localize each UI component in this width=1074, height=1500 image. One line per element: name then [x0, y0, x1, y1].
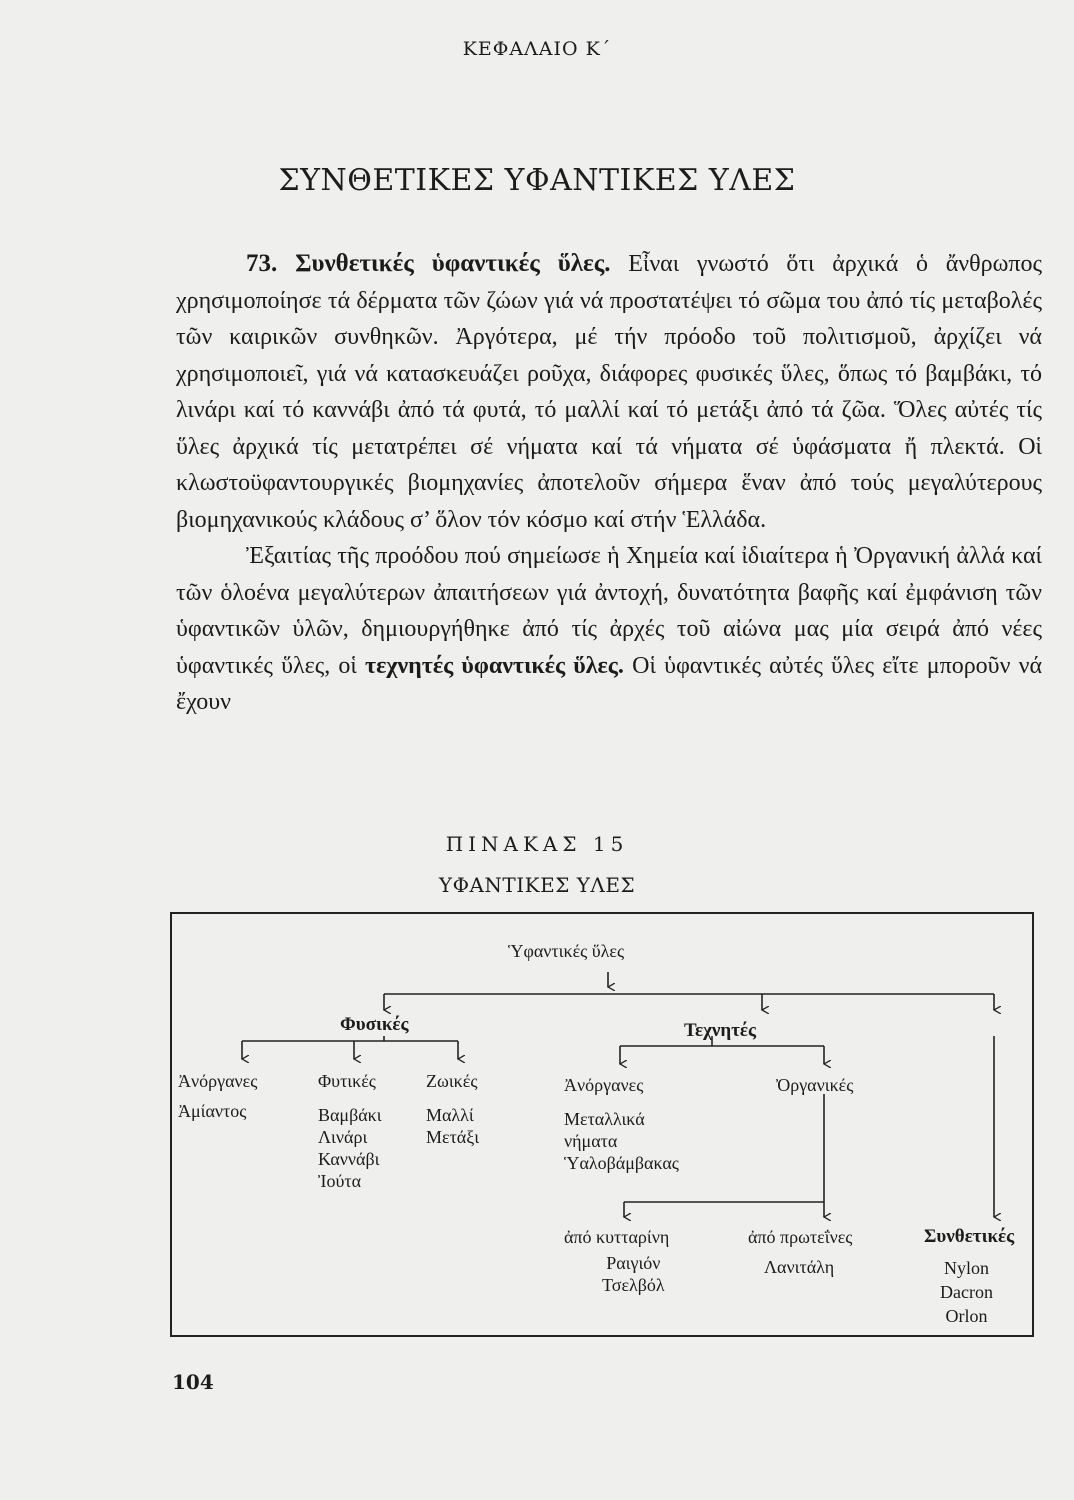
list-cellulose — [602, 1252, 665, 1296]
list-item: Nylon — [943, 1258, 989, 1278]
node-inorganic-artificial: Ἀνόργανες — [564, 1075, 644, 1095]
list-item: Καννάβι — [318, 1149, 380, 1169]
list-animal — [426, 1104, 479, 1148]
paragraph-2-end: Οἱ ὑφαντικές αὐτές ὕλες εἴτε μποροῦν νά ἔχουν — [176, 652, 1043, 715]
table-subtitle: ΥΦΑΝΤΙΚΕΣ ΥΛΕΣ — [438, 873, 636, 897]
node-natural: Φυσικές — [340, 1014, 409, 1035]
node-synthetic: Συνθετικές — [924, 1226, 1015, 1247]
list-item: Ὑαλοβάμβακας — [564, 1153, 679, 1173]
classification-diagram — [170, 912, 1034, 1337]
paragraph-2-bold-term: τεχνητές ὑφαντικές ὕλες. — [365, 652, 624, 679]
list-item: Μεταλλικά — [564, 1109, 645, 1129]
list-item: Μαλλί — [426, 1105, 474, 1125]
paragraph-2-start: Ἐξαιτίας τῆς προόδου πού σημείωσε ἡ Χημεία καί ἰδιαίτερα ἡ Ὀργανική ἀλλά καί τῶν ὁλοένα μεγαλύτερων ἀπαιτήσεων γιά ἀντοχή, δυνατότητα βαφῆς καί ἐμφάνιση τῶν ὑφαντικῶν ὑλῶν, δημιουργήθηκε ἀπό τίς ἀρχές τοῦ αἰώνα μας μία σειρά ἀπό νέες ὑφαντικές ὕλες, οἱ — [176, 543, 1042, 679]
table-title: ΠΙΝΑΚΑΣ 15 — [445, 832, 629, 856]
node-organic: Ὀργανικές — [776, 1075, 854, 1095]
list-item: Dacron — [940, 1282, 993, 1302]
list-item: Orlon — [945, 1306, 988, 1326]
section-body — [176, 246, 1042, 721]
list-item: Τσελβόλ — [602, 1275, 665, 1295]
section-heading: 73. Συνθετικές ὑφαντικές ὕλες. — [246, 250, 611, 277]
node-root: Ὑφαντικές ὕλες — [508, 941, 625, 961]
chapter-title: ΣΥΝΘΕΤΙΚΕΣ ΥΦΑΝΤΙΚΕΣ ΥΛΕΣ — [278, 163, 796, 198]
list-synthetic — [940, 1256, 993, 1328]
node-animal: Ζωικές — [426, 1071, 478, 1091]
list-protein — [764, 1256, 834, 1278]
paragraph-1-text: Εἶναι γνωστό ὅτι ἀρχικά ὁ ἄνθρωπος χρησιμοποίησε τά δέρματα τῶν ζώων γιά νά προστατέψει τό σῶμα του ἀπό τίς μεταβολές τῶν καιρικῶν συνθηκῶν. Ἀργότερα, μέ τήν πρόοδο τοῦ πολιτισμοῦ, ἀρχίζει νά χρησιμοποιεῖ, γιά νά κατασκευάζει ροῦχα, διάφορες φυσικές ὕλες, ὅπως τό βαμβάκι, τό λινάρι καί τό καννάβι ἀπό τά φυτά, τό μαλλί καί τό μετάξι ἀπό τά ζῶα. Ὅλες αὐτές τίς ὕλες ἀρχικά τίς μετατρέπει σέ νήματα καί τά νήματα σέ ὑφάσματα ἤ πλεκτά. Οἱ κλωστοϋφαντουργικές βιομηχανίες ἀποτελοῦν σήμερα ἕναν ἀπό τούς μεγαλύτερους βιομηχανικούς κλάδους σ’ ὅλον τόν κόσμο καί στήν Ἑλλάδα. — [176, 251, 1043, 533]
node-artificial: Τεχνητές — [684, 1020, 757, 1041]
list-item: Λανιτάλη — [764, 1257, 835, 1277]
paragraph-2 — [176, 538, 1042, 721]
list-item: Ἀμίαντος — [178, 1101, 247, 1121]
chapter-header: ΚΕΦΑΛΑΙΟ Κ΄ — [462, 38, 612, 60]
paragraph-1 — [176, 246, 1042, 538]
list-inorganic-natural — [178, 1100, 246, 1122]
list-plant — [318, 1104, 382, 1192]
node-inorganic-natural: Ἀνόργανες — [178, 1071, 258, 1091]
list-inorganic-artificial — [564, 1108, 679, 1174]
node-plant: Φυτικές — [318, 1071, 376, 1091]
list-item: νήματα — [564, 1131, 618, 1151]
page-number: 104 — [172, 1370, 214, 1394]
list-item: Ραιγιόν — [606, 1253, 661, 1273]
list-item: Βαμβάκι — [318, 1105, 382, 1125]
list-item: Λινάρι — [318, 1127, 368, 1147]
node-protein: ἀπό πρωτεΐνες — [748, 1227, 853, 1247]
list-item: Μετάξι — [426, 1127, 480, 1147]
list-item: Ἰούτα — [318, 1171, 362, 1191]
node-cellulose: ἀπό κυτταρίνη — [564, 1227, 670, 1247]
